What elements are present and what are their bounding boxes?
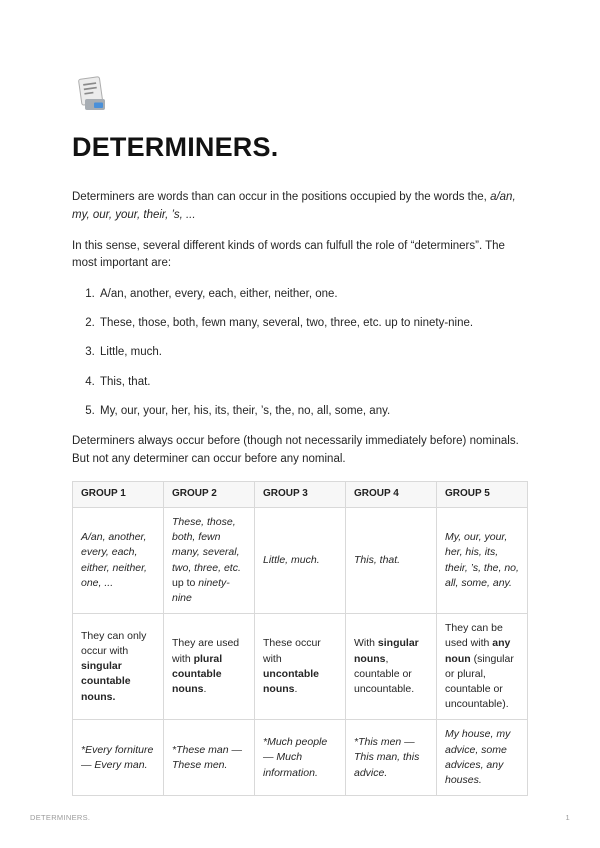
table-row-examples bbox=[73, 720, 528, 796]
list-item: 5. My, our, your, her, his, its, their, ’s, the, no, all, some, any. bbox=[98, 403, 528, 419]
table-cell: *These man — These men. bbox=[164, 720, 255, 796]
table-cell: *This men — This man, this advice. bbox=[346, 720, 437, 796]
document-icon bbox=[72, 76, 110, 114]
table-cell: *Much people — Much information. bbox=[255, 720, 346, 796]
table-cell: My, our, your, her, his, its, their, ’s, the, no, all, some, any. bbox=[437, 507, 528, 613]
table-cell: *Every forniture — Every man. bbox=[73, 720, 164, 796]
table-header-group-1: GROUP 1 bbox=[73, 482, 164, 508]
determiner-kinds-list bbox=[72, 286, 528, 418]
table-cell: These occur with uncontable nouns. bbox=[255, 614, 346, 720]
table-header-group-4: GROUP 4 bbox=[346, 482, 437, 508]
groups-table bbox=[72, 481, 528, 796]
list-item: 1. A/an, another, every, each, either, neither, one. bbox=[98, 286, 528, 302]
page-title: DETERMINERS. bbox=[72, 132, 279, 162]
table-header-group-5: GROUP 5 bbox=[437, 482, 528, 508]
table-header-group-3: GROUP 3 bbox=[255, 482, 346, 508]
intro-paragraph: Determiners are words than can occur in the positions occupied by the words the, a/an, my, our, your, their, ’s, ... bbox=[72, 191, 516, 221]
kinds-paragraph: In this sense, several different kinds of words can fulfull the role of “determiners”. The most important are: bbox=[72, 239, 505, 270]
table-cell: They can be used with any noun (singular or plural, countable or uncountable). bbox=[437, 614, 528, 720]
list-item: 3. Little, much. bbox=[98, 344, 528, 360]
nominals-paragraph: Determiners always occur before (though not necessarily immediately before) nominals. But not any determiner can occur before any nominal. bbox=[72, 434, 519, 465]
table-row-members bbox=[73, 507, 528, 613]
list-item: 4. This, that. bbox=[98, 374, 528, 390]
table-cell: This, that. bbox=[346, 507, 437, 613]
table-row-usage bbox=[73, 614, 528, 720]
table-cell: They can only occur with singular countable nouns. bbox=[73, 614, 164, 720]
table-cell: A/an, another, every, each, either, neither, one, ... bbox=[73, 507, 164, 613]
page-footer bbox=[30, 813, 570, 822]
table-header-row bbox=[73, 482, 528, 508]
table-cell: These, those, both, fewn many, several, two, three, etc. up to ninety-nine bbox=[164, 507, 255, 613]
table-cell: They are used with plural countable nouns. bbox=[164, 614, 255, 720]
footer-title: DETERMINERS. bbox=[30, 813, 91, 822]
footer-page-number: 1 bbox=[565, 813, 570, 822]
table-cell: My house, my advice, some advices, any houses. bbox=[437, 720, 528, 796]
table-cell: Little, much. bbox=[255, 507, 346, 613]
table-cell: With singular nouns, countable or uncountable. bbox=[346, 614, 437, 720]
list-item: 2. These, those, both, fewn many, several, two, three, etc. up to ninety-nine. bbox=[98, 315, 528, 331]
table-header-group-2: GROUP 2 bbox=[164, 482, 255, 508]
